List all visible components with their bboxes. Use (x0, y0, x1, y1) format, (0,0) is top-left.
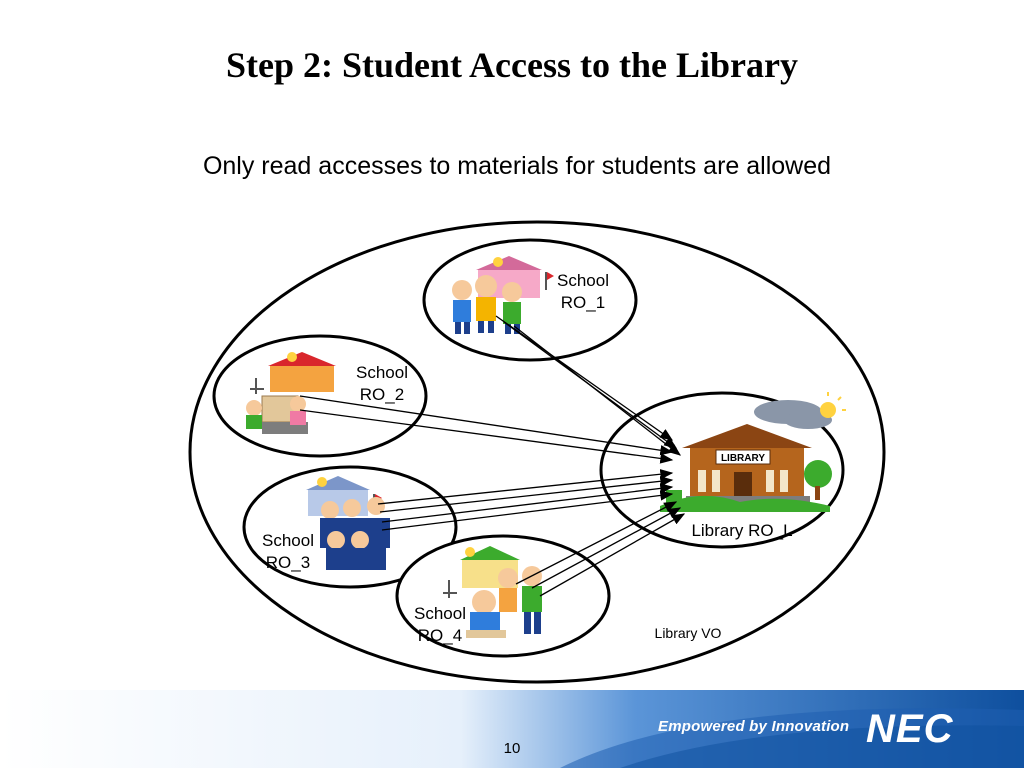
school-ro2-label: School RO_2 (356, 363, 408, 404)
vo-label: Library VO (654, 625, 722, 641)
footer-brand-logo: NEC (866, 707, 954, 751)
library-sign: LIBRARY (720, 453, 766, 464)
slide-subtitle: Only read accesses to materials for students are allowed (202, 152, 832, 180)
school-ro4-label: School RO_4 (414, 604, 466, 645)
footer-tagline: Empowered by Innovation (658, 718, 850, 735)
school-ro1-label: School RO_1 (557, 271, 609, 312)
page-number: 10 (503, 740, 521, 757)
slide-title: Step 2: Student Access to the Library (226, 45, 798, 85)
library-ro-label: Library RO_L (691, 521, 793, 540)
school-ro3-label: School RO_3 (262, 531, 314, 572)
